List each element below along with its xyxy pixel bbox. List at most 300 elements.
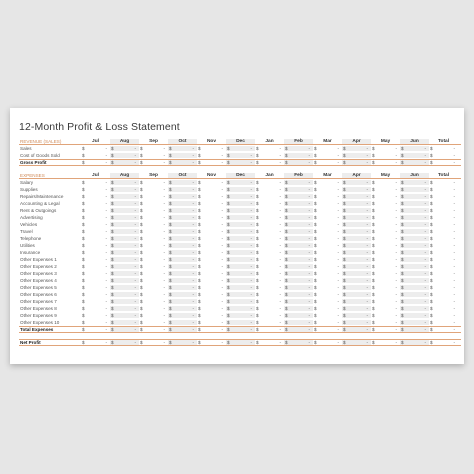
value-cell[interactable] bbox=[342, 306, 371, 311]
value-cell[interactable] bbox=[168, 278, 197, 283]
value-cell[interactable] bbox=[255, 222, 284, 227]
value-cell[interactable] bbox=[168, 187, 197, 192]
value-cell[interactable] bbox=[226, 320, 255, 325]
value-cell[interactable] bbox=[110, 208, 139, 213]
value-cell[interactable] bbox=[81, 187, 110, 192]
value-cell[interactable] bbox=[342, 187, 371, 192]
value-cell[interactable] bbox=[110, 320, 139, 325]
value-cell[interactable] bbox=[139, 271, 168, 276]
value-cell[interactable] bbox=[139, 299, 168, 304]
value-cell[interactable] bbox=[284, 208, 313, 213]
value-cell[interactable] bbox=[429, 243, 458, 248]
value-cell[interactable] bbox=[371, 320, 400, 325]
value-cell[interactable] bbox=[110, 340, 139, 345]
value-cell[interactable] bbox=[226, 271, 255, 276]
value-cell[interactable] bbox=[313, 313, 342, 318]
value-cell[interactable] bbox=[197, 250, 226, 255]
value-cell[interactable] bbox=[81, 306, 110, 311]
value-cell[interactable] bbox=[371, 285, 400, 290]
value-cell[interactable] bbox=[168, 236, 197, 241]
value-cell[interactable] bbox=[400, 194, 429, 199]
value-cell[interactable] bbox=[226, 278, 255, 283]
value-cell[interactable] bbox=[284, 194, 313, 199]
value-cell[interactable] bbox=[197, 146, 226, 151]
value-cell[interactable] bbox=[139, 160, 168, 165]
value-cell[interactable] bbox=[371, 306, 400, 311]
value-cell[interactable] bbox=[139, 222, 168, 227]
value-cell[interactable] bbox=[168, 299, 197, 304]
value-cell[interactable] bbox=[255, 229, 284, 234]
value-cell[interactable] bbox=[313, 215, 342, 220]
value-cell[interactable] bbox=[400, 229, 429, 234]
value-cell[interactable] bbox=[284, 236, 313, 241]
value-cell[interactable] bbox=[110, 264, 139, 269]
value-cell[interactable] bbox=[400, 306, 429, 311]
value-cell[interactable] bbox=[284, 327, 313, 332]
value-cell[interactable] bbox=[110, 194, 139, 199]
value-cell[interactable] bbox=[284, 146, 313, 151]
value-cell[interactable] bbox=[197, 208, 226, 213]
value-cell[interactable] bbox=[81, 222, 110, 227]
value-cell[interactable] bbox=[110, 222, 139, 227]
value-cell[interactable] bbox=[255, 278, 284, 283]
value-cell[interactable] bbox=[168, 306, 197, 311]
value-cell[interactable] bbox=[110, 180, 139, 185]
value-cell[interactable] bbox=[226, 180, 255, 185]
value-cell[interactable] bbox=[429, 146, 458, 151]
value-cell[interactable] bbox=[284, 264, 313, 269]
value-cell[interactable] bbox=[197, 271, 226, 276]
value-cell[interactable] bbox=[284, 187, 313, 192]
value-cell[interactable] bbox=[400, 313, 429, 318]
value-cell[interactable] bbox=[255, 320, 284, 325]
value-cell[interactable] bbox=[371, 340, 400, 345]
value-cell[interactable] bbox=[197, 327, 226, 332]
value-cell[interactable] bbox=[400, 327, 429, 332]
value-cell[interactable] bbox=[226, 327, 255, 332]
value-cell[interactable] bbox=[342, 285, 371, 290]
value-cell[interactable] bbox=[168, 250, 197, 255]
value-cell[interactable] bbox=[371, 243, 400, 248]
value-cell[interactable] bbox=[81, 292, 110, 297]
value-cell[interactable] bbox=[197, 201, 226, 206]
value-cell[interactable] bbox=[255, 243, 284, 248]
value-cell[interactable] bbox=[429, 208, 458, 213]
value-cell[interactable] bbox=[255, 327, 284, 332]
value-cell[interactable] bbox=[255, 201, 284, 206]
value-cell[interactable] bbox=[226, 236, 255, 241]
value-cell[interactable] bbox=[255, 236, 284, 241]
value-cell[interactable] bbox=[284, 160, 313, 165]
value-cell[interactable] bbox=[81, 320, 110, 325]
value-cell[interactable] bbox=[371, 292, 400, 297]
value-cell[interactable] bbox=[400, 208, 429, 213]
value-cell[interactable] bbox=[168, 264, 197, 269]
value-cell[interactable] bbox=[168, 153, 197, 158]
value-cell[interactable] bbox=[342, 208, 371, 213]
value-cell[interactable] bbox=[81, 250, 110, 255]
value-cell[interactable] bbox=[197, 222, 226, 227]
value-cell[interactable] bbox=[371, 160, 400, 165]
value-cell[interactable] bbox=[197, 306, 226, 311]
value-cell[interactable] bbox=[342, 215, 371, 220]
value-cell[interactable] bbox=[429, 306, 458, 311]
value-cell[interactable] bbox=[139, 327, 168, 332]
value-cell[interactable] bbox=[81, 340, 110, 345]
value-cell[interactable] bbox=[342, 180, 371, 185]
value-cell[interactable] bbox=[197, 180, 226, 185]
value-cell[interactable] bbox=[110, 299, 139, 304]
value-cell[interactable] bbox=[81, 180, 110, 185]
value-cell[interactable] bbox=[429, 153, 458, 158]
value-cell[interactable] bbox=[139, 153, 168, 158]
value-cell[interactable] bbox=[110, 187, 139, 192]
value-cell[interactable] bbox=[284, 299, 313, 304]
value-cell[interactable] bbox=[255, 299, 284, 304]
value-cell[interactable] bbox=[284, 222, 313, 227]
value-cell[interactable] bbox=[342, 271, 371, 276]
value-cell[interactable] bbox=[110, 285, 139, 290]
value-cell[interactable] bbox=[313, 327, 342, 332]
value-cell[interactable] bbox=[226, 229, 255, 234]
value-cell[interactable] bbox=[429, 271, 458, 276]
value-cell[interactable] bbox=[81, 285, 110, 290]
value-cell[interactable] bbox=[284, 180, 313, 185]
value-cell[interactable] bbox=[371, 153, 400, 158]
value-cell[interactable] bbox=[429, 278, 458, 283]
value-cell[interactable] bbox=[313, 201, 342, 206]
value-cell[interactable] bbox=[139, 306, 168, 311]
value-cell[interactable] bbox=[197, 243, 226, 248]
value-cell[interactable] bbox=[400, 271, 429, 276]
value-cell[interactable] bbox=[342, 327, 371, 332]
value-cell[interactable] bbox=[168, 146, 197, 151]
value-cell[interactable] bbox=[400, 146, 429, 151]
value-cell[interactable] bbox=[255, 340, 284, 345]
value-cell[interactable] bbox=[168, 285, 197, 290]
value-cell[interactable] bbox=[226, 146, 255, 151]
value-cell[interactable] bbox=[400, 250, 429, 255]
value-cell[interactable] bbox=[168, 313, 197, 318]
value-cell[interactable] bbox=[313, 340, 342, 345]
value-cell[interactable] bbox=[371, 187, 400, 192]
value-cell[interactable] bbox=[81, 299, 110, 304]
value-cell[interactable] bbox=[400, 160, 429, 165]
value-cell[interactable] bbox=[139, 292, 168, 297]
value-cell[interactable] bbox=[168, 215, 197, 220]
value-cell[interactable] bbox=[313, 229, 342, 234]
value-cell[interactable] bbox=[197, 320, 226, 325]
value-cell[interactable] bbox=[284, 229, 313, 234]
value-cell[interactable] bbox=[255, 194, 284, 199]
value-cell[interactable] bbox=[371, 222, 400, 227]
value-cell[interactable] bbox=[197, 194, 226, 199]
value-cell[interactable] bbox=[342, 278, 371, 283]
value-cell[interactable] bbox=[342, 320, 371, 325]
value-cell[interactable] bbox=[313, 299, 342, 304]
value-cell[interactable] bbox=[429, 327, 458, 332]
value-cell[interactable] bbox=[429, 292, 458, 297]
value-cell[interactable] bbox=[226, 201, 255, 206]
value-cell[interactable] bbox=[429, 180, 458, 185]
value-cell[interactable] bbox=[226, 194, 255, 199]
value-cell[interactable] bbox=[284, 285, 313, 290]
value-cell[interactable] bbox=[313, 250, 342, 255]
value-cell[interactable] bbox=[197, 299, 226, 304]
value-cell[interactable] bbox=[197, 236, 226, 241]
value-cell[interactable] bbox=[284, 292, 313, 297]
value-cell[interactable] bbox=[168, 160, 197, 165]
value-cell[interactable] bbox=[342, 201, 371, 206]
value-cell[interactable] bbox=[371, 250, 400, 255]
value-cell[interactable] bbox=[255, 264, 284, 269]
value-cell[interactable] bbox=[81, 243, 110, 248]
value-cell[interactable] bbox=[255, 313, 284, 318]
value-cell[interactable] bbox=[139, 285, 168, 290]
value-cell[interactable] bbox=[168, 327, 197, 332]
value-cell[interactable] bbox=[226, 250, 255, 255]
value-cell[interactable] bbox=[429, 187, 458, 192]
value-cell[interactable] bbox=[429, 340, 458, 345]
value-cell[interactable] bbox=[313, 271, 342, 276]
value-cell[interactable] bbox=[371, 299, 400, 304]
value-cell[interactable] bbox=[342, 299, 371, 304]
value-cell[interactable] bbox=[313, 264, 342, 269]
value-cell[interactable] bbox=[313, 160, 342, 165]
value-cell[interactable] bbox=[342, 257, 371, 262]
value-cell[interactable] bbox=[81, 313, 110, 318]
value-cell[interactable] bbox=[110, 271, 139, 276]
value-cell[interactable] bbox=[139, 320, 168, 325]
value-cell[interactable] bbox=[284, 243, 313, 248]
value-cell[interactable] bbox=[139, 194, 168, 199]
value-cell[interactable] bbox=[255, 187, 284, 192]
value-cell[interactable] bbox=[400, 180, 429, 185]
value-cell[interactable] bbox=[313, 257, 342, 262]
value-cell[interactable] bbox=[371, 278, 400, 283]
value-cell[interactable] bbox=[284, 201, 313, 206]
value-cell[interactable] bbox=[110, 306, 139, 311]
value-cell[interactable] bbox=[429, 257, 458, 262]
value-cell[interactable] bbox=[342, 292, 371, 297]
value-cell[interactable] bbox=[313, 222, 342, 227]
value-cell[interactable] bbox=[197, 229, 226, 234]
value-cell[interactable] bbox=[313, 208, 342, 213]
value-cell[interactable] bbox=[226, 243, 255, 248]
value-cell[interactable] bbox=[342, 160, 371, 165]
value-cell[interactable] bbox=[197, 153, 226, 158]
value-cell[interactable] bbox=[139, 187, 168, 192]
value-cell[interactable] bbox=[429, 215, 458, 220]
value-cell[interactable] bbox=[429, 285, 458, 290]
value-cell[interactable] bbox=[313, 285, 342, 290]
value-cell[interactable] bbox=[371, 271, 400, 276]
value-cell[interactable] bbox=[110, 236, 139, 241]
value-cell[interactable] bbox=[197, 292, 226, 297]
value-cell[interactable] bbox=[255, 153, 284, 158]
value-cell[interactable] bbox=[139, 146, 168, 151]
value-cell[interactable] bbox=[139, 264, 168, 269]
value-cell[interactable] bbox=[197, 285, 226, 290]
value-cell[interactable] bbox=[226, 285, 255, 290]
value-cell[interactable] bbox=[284, 313, 313, 318]
value-cell[interactable] bbox=[81, 264, 110, 269]
value-cell[interactable] bbox=[400, 243, 429, 248]
value-cell[interactable] bbox=[226, 187, 255, 192]
value-cell[interactable] bbox=[168, 180, 197, 185]
value-cell[interactable] bbox=[139, 250, 168, 255]
value-cell[interactable] bbox=[284, 320, 313, 325]
value-cell[interactable] bbox=[255, 271, 284, 276]
value-cell[interactable] bbox=[81, 271, 110, 276]
value-cell[interactable] bbox=[226, 340, 255, 345]
value-cell[interactable] bbox=[255, 306, 284, 311]
value-cell[interactable] bbox=[371, 264, 400, 269]
value-cell[interactable] bbox=[400, 153, 429, 158]
value-cell[interactable] bbox=[342, 264, 371, 269]
value-cell[interactable] bbox=[429, 299, 458, 304]
value-cell[interactable] bbox=[110, 278, 139, 283]
value-cell[interactable] bbox=[197, 187, 226, 192]
value-cell[interactable] bbox=[313, 146, 342, 151]
value-cell[interactable] bbox=[110, 250, 139, 255]
value-cell[interactable] bbox=[139, 208, 168, 213]
value-cell[interactable] bbox=[168, 201, 197, 206]
value-cell[interactable] bbox=[429, 320, 458, 325]
value-cell[interactable] bbox=[255, 180, 284, 185]
value-cell[interactable] bbox=[226, 313, 255, 318]
value-cell[interactable] bbox=[400, 215, 429, 220]
value-cell[interactable] bbox=[400, 222, 429, 227]
value-cell[interactable] bbox=[313, 187, 342, 192]
value-cell[interactable] bbox=[226, 264, 255, 269]
value-cell[interactable] bbox=[313, 180, 342, 185]
value-cell[interactable] bbox=[226, 299, 255, 304]
value-cell[interactable] bbox=[168, 194, 197, 199]
value-cell[interactable] bbox=[400, 236, 429, 241]
value-cell[interactable] bbox=[429, 201, 458, 206]
value-cell[interactable] bbox=[284, 250, 313, 255]
value-cell[interactable] bbox=[342, 250, 371, 255]
value-cell[interactable] bbox=[139, 180, 168, 185]
value-cell[interactable] bbox=[110, 146, 139, 151]
value-cell[interactable] bbox=[168, 229, 197, 234]
value-cell[interactable] bbox=[168, 340, 197, 345]
value-cell[interactable] bbox=[284, 153, 313, 158]
value-cell[interactable] bbox=[284, 340, 313, 345]
value-cell[interactable] bbox=[342, 229, 371, 234]
value-cell[interactable] bbox=[429, 313, 458, 318]
value-cell[interactable] bbox=[342, 313, 371, 318]
value-cell[interactable] bbox=[81, 327, 110, 332]
value-cell[interactable] bbox=[197, 257, 226, 262]
value-cell[interactable] bbox=[110, 327, 139, 332]
value-cell[interactable] bbox=[81, 201, 110, 206]
value-cell[interactable] bbox=[255, 146, 284, 151]
value-cell[interactable] bbox=[81, 257, 110, 262]
value-cell[interactable] bbox=[284, 278, 313, 283]
value-cell[interactable] bbox=[197, 264, 226, 269]
value-cell[interactable] bbox=[81, 278, 110, 283]
value-cell[interactable] bbox=[342, 194, 371, 199]
value-cell[interactable] bbox=[139, 236, 168, 241]
value-cell[interactable] bbox=[139, 201, 168, 206]
value-cell[interactable] bbox=[284, 215, 313, 220]
value-cell[interactable] bbox=[139, 278, 168, 283]
value-cell[interactable] bbox=[139, 340, 168, 345]
value-cell[interactable] bbox=[284, 257, 313, 262]
value-cell[interactable] bbox=[226, 292, 255, 297]
value-cell[interactable] bbox=[313, 292, 342, 297]
value-cell[interactable] bbox=[255, 208, 284, 213]
value-cell[interactable] bbox=[313, 243, 342, 248]
value-cell[interactable] bbox=[226, 153, 255, 158]
value-cell[interactable] bbox=[342, 340, 371, 345]
value-cell[interactable] bbox=[342, 243, 371, 248]
value-cell[interactable] bbox=[429, 229, 458, 234]
value-cell[interactable] bbox=[226, 215, 255, 220]
value-cell[interactable] bbox=[400, 292, 429, 297]
value-cell[interactable] bbox=[110, 201, 139, 206]
value-cell[interactable] bbox=[168, 208, 197, 213]
value-cell[interactable] bbox=[197, 160, 226, 165]
value-cell[interactable] bbox=[371, 229, 400, 234]
value-cell[interactable] bbox=[342, 153, 371, 158]
value-cell[interactable] bbox=[255, 292, 284, 297]
value-cell[interactable] bbox=[429, 264, 458, 269]
value-cell[interactable] bbox=[371, 257, 400, 262]
value-cell[interactable] bbox=[110, 257, 139, 262]
value-cell[interactable] bbox=[313, 153, 342, 158]
value-cell[interactable] bbox=[110, 160, 139, 165]
value-cell[interactable] bbox=[110, 243, 139, 248]
value-cell[interactable] bbox=[255, 250, 284, 255]
value-cell[interactable] bbox=[400, 320, 429, 325]
value-cell[interactable] bbox=[342, 236, 371, 241]
value-cell[interactable] bbox=[139, 243, 168, 248]
value-cell[interactable] bbox=[371, 180, 400, 185]
value-cell[interactable] bbox=[313, 236, 342, 241]
value-cell[interactable] bbox=[168, 257, 197, 262]
value-cell[interactable] bbox=[110, 229, 139, 234]
value-cell[interactable] bbox=[139, 215, 168, 220]
value-cell[interactable] bbox=[371, 194, 400, 199]
value-cell[interactable] bbox=[400, 299, 429, 304]
value-cell[interactable] bbox=[429, 194, 458, 199]
value-cell[interactable] bbox=[429, 160, 458, 165]
value-cell[interactable] bbox=[313, 194, 342, 199]
value-cell[interactable] bbox=[226, 208, 255, 213]
value-cell[interactable] bbox=[400, 340, 429, 345]
value-cell[interactable] bbox=[400, 285, 429, 290]
value-cell[interactable] bbox=[371, 236, 400, 241]
value-cell[interactable] bbox=[197, 215, 226, 220]
value-cell[interactable] bbox=[110, 215, 139, 220]
value-cell[interactable] bbox=[168, 271, 197, 276]
value-cell[interactable] bbox=[255, 160, 284, 165]
value-cell[interactable] bbox=[371, 327, 400, 332]
value-cell[interactable] bbox=[81, 208, 110, 213]
value-cell[interactable] bbox=[400, 257, 429, 262]
value-cell[interactable] bbox=[371, 208, 400, 213]
value-cell[interactable] bbox=[81, 229, 110, 234]
value-cell[interactable] bbox=[255, 285, 284, 290]
value-cell[interactable] bbox=[197, 313, 226, 318]
value-cell[interactable] bbox=[226, 222, 255, 227]
value-cell[interactable] bbox=[400, 278, 429, 283]
value-cell[interactable] bbox=[342, 146, 371, 151]
value-cell[interactable] bbox=[400, 264, 429, 269]
